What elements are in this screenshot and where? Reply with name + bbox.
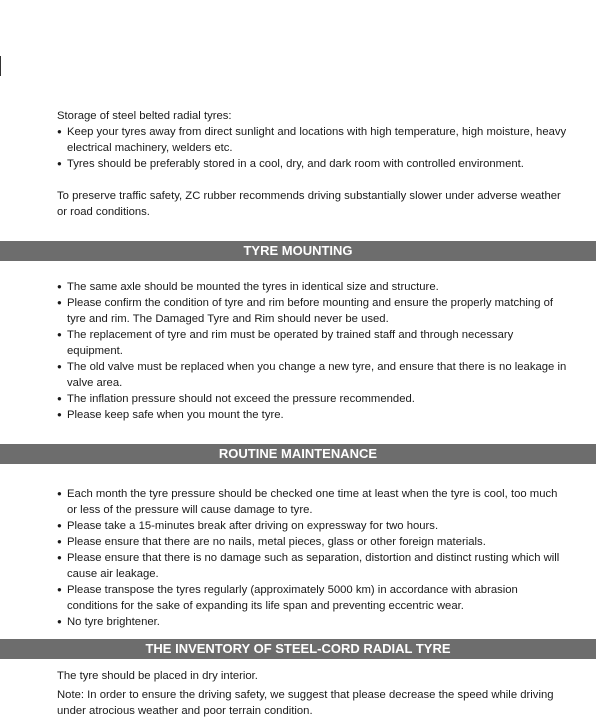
list-item: ● Please keep safe when you mount the tyre.: [57, 407, 567, 423]
maintenance-list: [57, 486, 567, 630]
safety-note: To preserve traffic safety, ZC rubber recommends driving substantially slower under adverse weather or road conditions.: [57, 190, 561, 218]
list-item: ● Each month the tyre pressure should be checked one time at least when the tyre is cool, too much or less of the pressure will cause damage to tyre.: [57, 486, 567, 518]
list-item: ● The old valve must be replaced when you change a new tyre, and ensure that there is no leakage in valve area.: [57, 359, 567, 391]
inventory-line: The tyre should be placed in dry interior.: [57, 670, 258, 682]
list-item: ● Tyres should be preferably stored in a cool, dry, and dark room with controlled environment.: [57, 156, 567, 172]
storage-heading: Storage of steel belted radial tyres:: [57, 110, 232, 122]
maintenance-section: [57, 486, 567, 630]
list-item: ● The same axle should be mounted the tyres in identical size and structure.: [57, 279, 567, 295]
list-item: ● Please take a 15-minutes break after driving on expressway for two hours.: [57, 518, 567, 534]
list-item: ● Please ensure that there are no nails, metal pieces, glass or other foreign materials.: [57, 534, 567, 550]
list-item: ● Keep your tyres away from direct sunlight and locations with high temperature, high moisture, heavy electrical machinery, welders etc.: [57, 124, 567, 156]
list-item: ● Please confirm the condition of tyre and rim before mounting and ensure the properly matching of tyre and rim. The Damaged Tyre and Rim should never be used.: [57, 295, 567, 327]
list-item: ● Please ensure that there is no damage such as separation, distortion and distinct rusting which will cause air leakage.: [57, 550, 567, 582]
storage-section: [57, 108, 567, 220]
list-item: ● Please transpose the tyres regularly (approximately 5000 km) in accordance with abrasion conditions for the sake of expanding its life span and preventing eccentric wear.: [57, 582, 567, 614]
storage-list: [57, 124, 567, 172]
list-item: ● The inflation pressure should not exceed the pressure recommended.: [57, 391, 567, 407]
mounting-section: [57, 279, 567, 423]
inventory-note: Note: In order to ensure the driving safety, we suggest that please decrease the speed while driving under atrocious weather and poor terrain condition.: [57, 689, 554, 717]
inventory-section: [57, 668, 567, 719]
mounting-list: [57, 279, 567, 423]
tyre-mounting-title: TYRE MOUNTING: [0, 241, 596, 261]
routine-maintenance-title: ROUTINE MAINTENANCE: [0, 444, 596, 464]
inventory-title: THE INVENTORY OF STEEL-CORD RADIAL TYRE: [0, 639, 596, 659]
margin-mark: [0, 56, 1, 76]
list-item: ● No tyre brightener.: [57, 614, 567, 630]
list-item: ● The replacement of tyre and rim must be operated by trained staff and through necessary equipment.: [57, 327, 567, 359]
